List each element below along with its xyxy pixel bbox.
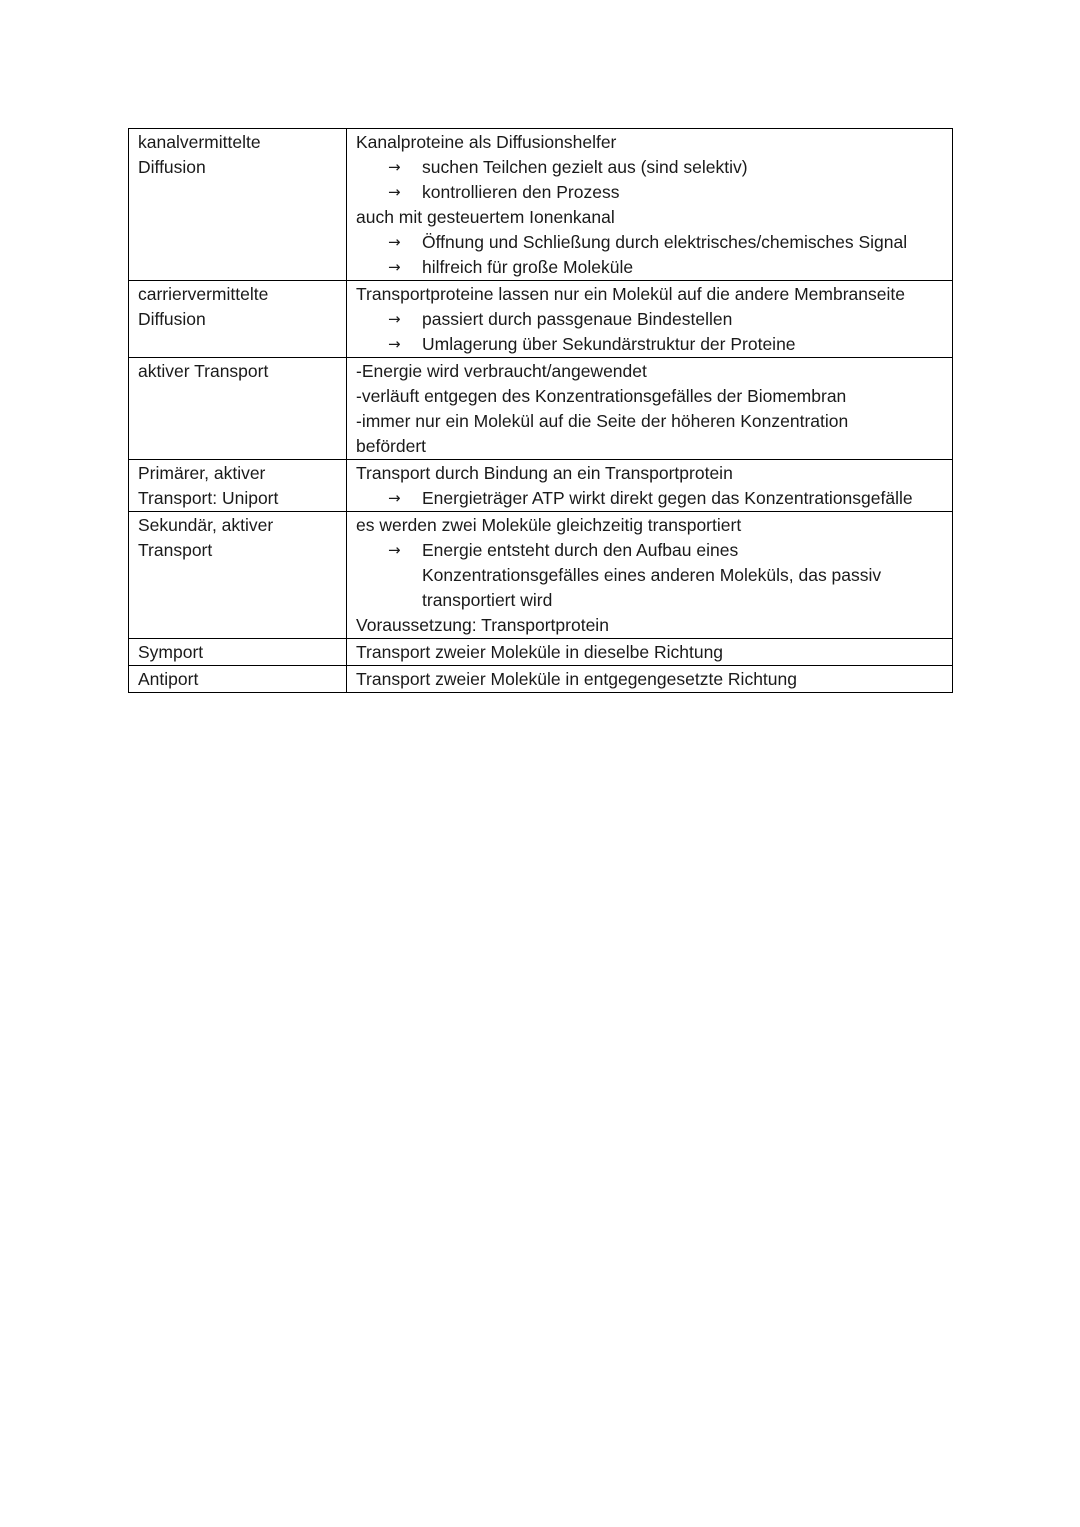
arrow-right-icon: → [388, 541, 401, 559]
arrow-point [356, 538, 943, 613]
description-line: Transport zweier Moleküle in dieselbe Richtung [356, 642, 724, 662]
arrow-point-line: passiert durch passgenaue Bindestellen [422, 309, 733, 329]
term-text: Diffusion [138, 309, 206, 329]
term-text: Sekundär, aktiver [138, 515, 274, 535]
term-cell [129, 639, 347, 666]
arrow-point-text [422, 155, 943, 180]
arrow-point-line: Öffnung und Schließung durch elektrisches/chemisches Signal [422, 232, 908, 252]
table-row [129, 281, 953, 358]
table-row [129, 129, 953, 281]
term-text: Primärer, aktiver [138, 463, 266, 483]
description-cell [347, 639, 953, 666]
description-line: Transport durch Bindung an ein Transportprotein [356, 463, 733, 483]
arrow-right-icon: → [388, 489, 401, 507]
term-cell [129, 666, 347, 693]
table-row [129, 358, 953, 460]
arrow-point-line: kontrollieren den Prozess [422, 182, 620, 202]
term-cell [129, 460, 347, 512]
term-text: aktiver Transport [138, 361, 269, 381]
table-row [129, 512, 953, 639]
arrow-right-icon: → [388, 158, 401, 176]
arrow-point [356, 230, 943, 255]
description-line: befördert [356, 436, 427, 456]
arrow-point [356, 155, 943, 180]
arrow-point-text [422, 307, 943, 332]
arrow-right-icon: → [388, 310, 401, 328]
term-text: Diffusion [138, 157, 206, 177]
description-cell [347, 281, 953, 358]
description-line: Kanalproteine als Diffusionshelfer [356, 132, 617, 152]
arrow-right-icon: → [388, 258, 401, 276]
description-line: Transportproteine lassen nur ein Molekül auf die andere Membranseite [356, 284, 905, 304]
term-text: kanalvermittelte [138, 132, 261, 152]
term-text: Antiport [138, 669, 199, 689]
term-text: Symport [138, 642, 204, 662]
term-text: carriervermittelte [138, 284, 269, 304]
arrow-right-icon: → [388, 233, 401, 251]
arrow-point-text [422, 332, 943, 357]
description-line: -Energie wird verbraucht/angewendet [356, 361, 647, 381]
arrow-point [356, 486, 943, 511]
term-cell [129, 281, 347, 358]
arrow-point-line: Umlagerung über Sekundärstruktur der Proteine [422, 334, 796, 354]
arrow-point-text [422, 538, 943, 613]
table-row [129, 460, 953, 512]
arrow-point-text [422, 230, 943, 255]
arrow-point-line: transportiert wird [422, 590, 553, 610]
description-line: es werden zwei Moleküle gleichzeitig transportiert [356, 515, 742, 535]
arrow-right-icon: → [388, 335, 401, 353]
transport-table-body [129, 129, 953, 693]
description-line: Transport zweier Moleküle in entgegengesetzte Richtung [356, 669, 797, 689]
arrow-point [356, 180, 943, 205]
arrow-point-line: suchen Teilchen gezielt aus (sind selektiv) [422, 157, 748, 177]
table-row [129, 666, 953, 693]
description-cell [347, 358, 953, 460]
arrow-point [356, 255, 943, 280]
description-line: Voraussetzung: Transportprotein [356, 615, 609, 635]
arrow-point-line: hilfreich für große Moleküle [422, 257, 634, 277]
arrow-point-line: Energieträger ATP wirkt direkt gegen das Konzentrationsgefälle [422, 488, 913, 508]
description-line: -verläuft entgegen des Konzentrationsgefälles der Biomembran [356, 386, 847, 406]
arrow-point [356, 307, 943, 332]
term-cell [129, 129, 347, 281]
arrow-right-icon: → [388, 183, 401, 201]
description-cell [347, 512, 953, 639]
arrow-point-line: Energie entsteht durch den Aufbau eines [422, 540, 739, 560]
description-line: -immer nur ein Molekül auf die Seite der höheren Konzentration [356, 411, 849, 431]
description-cell [347, 666, 953, 693]
term-text: Transport: Uniport [138, 488, 279, 508]
description-line: auch mit gesteuertem Ionenkanal [356, 207, 615, 227]
arrow-point-text [422, 255, 943, 280]
arrow-point [356, 332, 943, 357]
term-text: Transport [138, 540, 213, 560]
arrow-point-line: Konzentrationsgefälles eines anderen Moleküls, das passiv [422, 565, 882, 585]
term-cell [129, 358, 347, 460]
arrow-point-text [422, 180, 943, 205]
table-row [129, 639, 953, 666]
description-cell [347, 460, 953, 512]
term-cell [129, 512, 347, 639]
arrow-point-text [422, 486, 943, 511]
transport-table [128, 128, 953, 693]
description-cell [347, 129, 953, 281]
